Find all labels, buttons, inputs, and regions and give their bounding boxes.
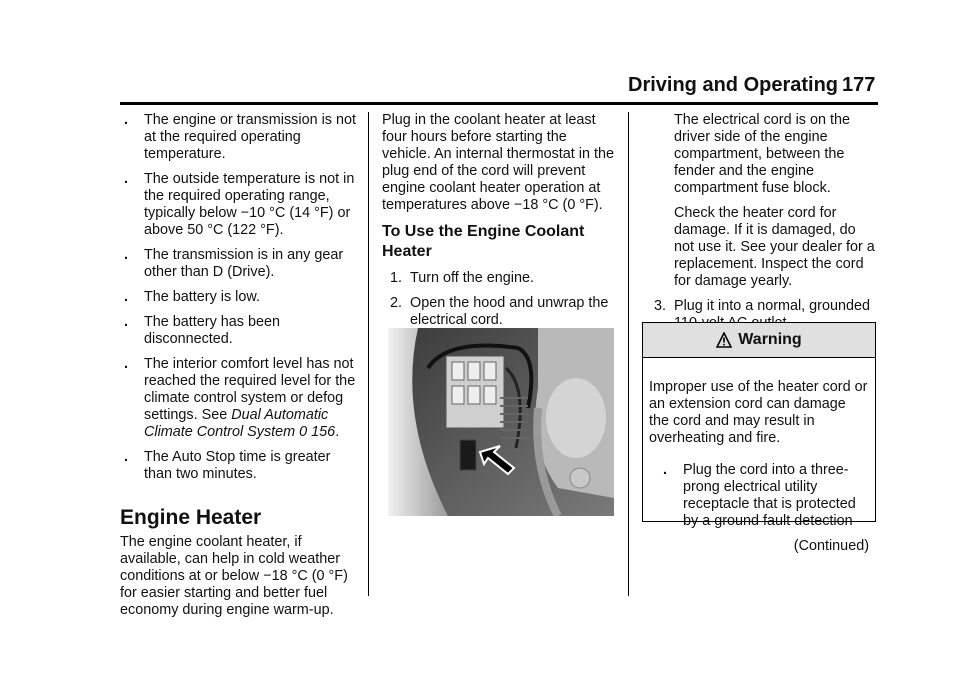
continued-label: (Continued) xyxy=(793,537,869,554)
page-reference[interactable]: 156 xyxy=(311,424,336,440)
list-item xyxy=(382,270,616,287)
list-item xyxy=(382,295,616,329)
list-item xyxy=(120,314,360,348)
warning-paragraph: Improper use of the heater cord or an extension cord can damage the cord and may result in overheating and fire. xyxy=(649,379,868,447)
warning-header xyxy=(643,323,875,358)
check-cord-paragraph: Check the heater cord for damage. If it is damaged, do not use it. See your dealer for a replacement. Inspect the cord for damage yearly. xyxy=(674,205,875,289)
left-column xyxy=(120,112,360,627)
sentence-end: . xyxy=(335,424,340,440)
column-divider-left xyxy=(368,112,369,596)
intro-paragraph: Plug in the coolant heater at least four hours before starting the vehicle. An internal thermostat in the plug end of the cord will prevent engine coolant heater operation at temperatures above −18 °C (0 °F). xyxy=(382,112,614,213)
bullet-marker: . xyxy=(124,112,128,128)
middle-column xyxy=(382,112,616,337)
bullet-text: The transmission is in any gear other than D (Drive). xyxy=(144,247,344,280)
list-item xyxy=(120,112,360,163)
bullet-marker: . xyxy=(124,449,128,465)
step-text: Turn off the engine. xyxy=(410,270,535,286)
step-number: 1. xyxy=(390,270,403,286)
bullet-text: The battery is low. xyxy=(144,289,260,305)
list-item xyxy=(120,247,360,281)
right-column xyxy=(646,112,876,340)
bullet-marker: . xyxy=(124,171,128,187)
coolant-heater-subheading: To Use the Engine Coolant Heater xyxy=(382,223,585,260)
cord-location-paragraph: The electrical cord is on the driver side of the engine compartment, between the fender and the engine compartment fuse block. xyxy=(674,112,850,196)
list-item xyxy=(120,356,360,441)
engine-heater-paragraph: The engine coolant heater, if available, can help in cold weather conditions at or below −18 °C (0 °F) for easier starting and better fuel economy during engine warm-up. xyxy=(120,534,348,618)
warning-box xyxy=(642,322,876,554)
list-item xyxy=(120,171,360,239)
page-reference-marker: 0 xyxy=(299,424,308,440)
bullet-marker: . xyxy=(124,247,128,263)
header-rule xyxy=(120,102,878,105)
warning-bullet-text: Plug the cord into a three-prong electrical utility receptacle that is protected by a ground fault detection xyxy=(683,461,856,529)
bullet-text: The engine or transmission is not at the required operating temperature. xyxy=(144,112,356,162)
engine-heater-heading: Engine Heater xyxy=(120,506,262,529)
bullet-marker: . xyxy=(124,289,128,305)
list-item xyxy=(120,289,360,306)
step-text: Plug it into a normal, grounded xyxy=(674,298,870,314)
bullet-text: The Auto Stop time is greater than two minutes. xyxy=(144,449,331,482)
bullet-marker: . xyxy=(124,314,128,330)
engine-compartment-photo xyxy=(388,328,614,516)
warning-body xyxy=(643,358,875,555)
step-text: Open the hood and unwrap the electrical cord. xyxy=(410,295,609,328)
warning-title: Warning xyxy=(738,331,802,348)
bullet-text: The battery has been disconnected. xyxy=(144,314,281,347)
section-title: Driving and Operating xyxy=(628,74,839,96)
step-number: 3. xyxy=(654,298,667,314)
bullet-marker: . xyxy=(124,356,128,372)
cross-reference-link[interactable]: Dual Automatic Climate Control System xyxy=(144,407,329,440)
bullet-marker: . xyxy=(663,461,667,478)
column-divider-right xyxy=(628,112,629,596)
step-number: 2. xyxy=(390,295,403,311)
list-item xyxy=(659,462,869,530)
warning-triangle-icon xyxy=(716,332,732,348)
list-item xyxy=(120,449,360,483)
page-number: 177 xyxy=(842,74,876,96)
bullet-text: The interior comfort level has not reached the required level for the climate control system or defog settings. See xyxy=(144,356,356,423)
bullet-text: The outside temperature is not in the required operating range, typically below −10 °C (14 °F) or above 50 °C (122 °F). xyxy=(144,171,355,238)
